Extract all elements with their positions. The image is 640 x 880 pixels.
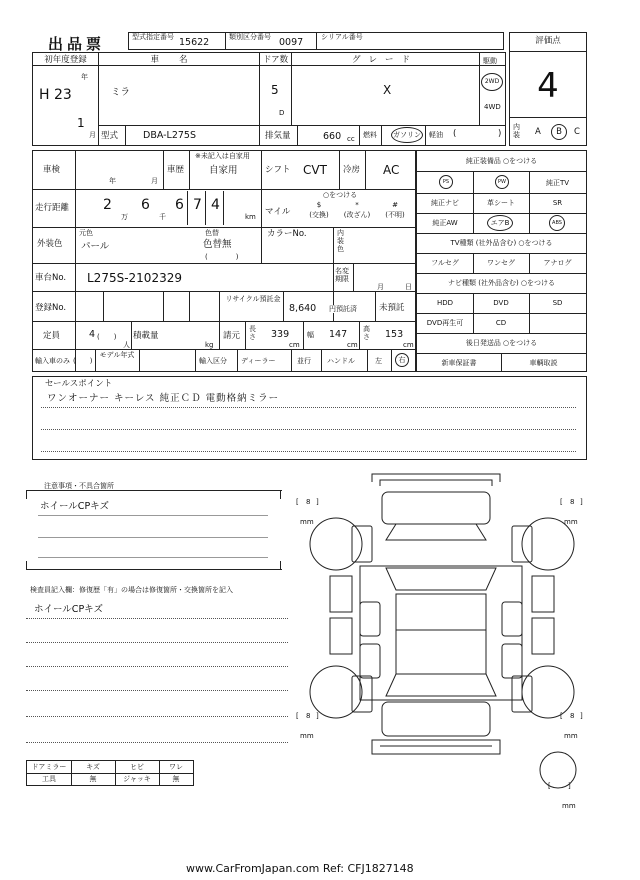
score-value: 4: [537, 66, 559, 106]
width-value: 147: [329, 329, 348, 340]
grade-value: X: [383, 83, 392, 97]
car-damage-diagram: [300, 470, 590, 810]
category-value: 0097: [279, 37, 304, 48]
original-color: パール: [81, 241, 110, 252]
sales-text: ワンオーナー キーレス 純正ＣＤ 電動格納ミラー: [47, 393, 280, 404]
drive-2wd-circled: 2WD: [481, 73, 503, 91]
sales-point: セールスポイント ワンオーナー キーレス 純正ＣＤ 電動格納ミラー: [32, 376, 587, 460]
notes-box: [26, 490, 282, 570]
height-value: 153: [385, 329, 404, 340]
current-color: 色替無: [203, 239, 232, 250]
car-name: ミラ: [111, 87, 131, 98]
model-cert-value: 15622: [179, 37, 210, 48]
handle-right-circled: 右: [395, 353, 409, 367]
vehicle-block: 初年度登録 年 H 23 1 月 車名 ミラ ドア数 5 D グレード X 駆動 2WD 4WD 型式 DBA-L275S 排気量 660 cc 燃料 ガソリン 軽油 ( ): [32, 52, 506, 146]
legend-table: ドアミラー キズ ヒビ ワレ 工具 無 ジャッキ 無: [26, 760, 194, 786]
option-ps-circled: PS: [439, 175, 453, 189]
page-title: 出品票: [48, 35, 106, 53]
ac-value: AC: [383, 163, 400, 177]
doors-value: 5: [271, 83, 279, 97]
option-abs-circled: ABS: [549, 215, 565, 231]
notes-label: 注意事項・不具合箇所: [44, 482, 114, 490]
header-codes: 型式指定番号 15622 類別区分番号 0097 シリアル番号: [128, 32, 504, 50]
first-reg-month: 1: [77, 116, 85, 130]
tread-spare: [ ] mm: [548, 782, 576, 810]
first-reg-era: H 23: [39, 87, 72, 103]
footer-watermark: www.CarFromJapan.com Ref: CFJ1827148: [186, 862, 414, 875]
tread-front-right: [ 8 ] mm: [560, 498, 583, 526]
tread-rear-left: [ 8 ] mm: [296, 712, 319, 740]
inspector-label: 検査員記入欄：修復歴「有」の場合は修復箇所・交換箇所を記入: [30, 586, 233, 594]
inspector-text: ホイールCPキズ: [34, 604, 103, 615]
main-info-block: 車検 年 月 車歴 ※未記入は自家用 自家用 シフト CVT 冷房 AC 走行距離 2 万 6 千 6 7 4 km ○をつける マイル $ (交換) * (改ざん) # (不明) 外装色 元色 パール 色替 色替無 ( ) カラーNo. 内装色 車台No. L275S-2102329 名変期限 月 日 登録No. リサイクル預託金 8,640 円預託済 未預託 定員 4 ( ) 人 積載量 kg 請元 長さ 339 cm 幅 147 cm 高さ 153 cm 輸入車のみ ( ) モデル年式 輸入区分 ディーラー 並行 ハンドル 左 右: [32, 150, 416, 372]
options-panel: 純正装備品 ○をつける PS PW 純正TV 純正ナビ 革シート SR 純正AW エアB ABS TV種類 (社外品含む) ○をつける フルセグ ワンセグ アナログ ナビ種類 (社外品含む) ○をつける HDD DVD SD DVD再生可 CD 後日発送品 ○をつける 新車保証書 車輌取説: [416, 150, 587, 372]
model-value: DBA-L275S: [143, 130, 197, 141]
length-value: 339: [271, 329, 290, 340]
notes-text: ホイールCPキズ: [40, 501, 109, 512]
option-pw-circled: PW: [495, 175, 509, 189]
score-box: 評価点 4 内装 A B C: [509, 32, 587, 146]
chassis-number: L275S-2102329: [87, 271, 182, 285]
displacement-value: 660: [323, 131, 342, 142]
shift-value: CVT: [303, 163, 327, 177]
recycle-value: 8,640: [289, 303, 317, 314]
interior-b-circled: B: [551, 124, 567, 140]
option-airbag-circled: エアB: [487, 215, 513, 231]
fuel-gasoline-circled: ガソリン: [391, 127, 423, 143]
use-value: 自家用: [209, 165, 238, 176]
tread-front-left: [ 8 ] mm: [296, 498, 319, 526]
tread-rear-right: [ 8 ] mm: [560, 712, 583, 740]
